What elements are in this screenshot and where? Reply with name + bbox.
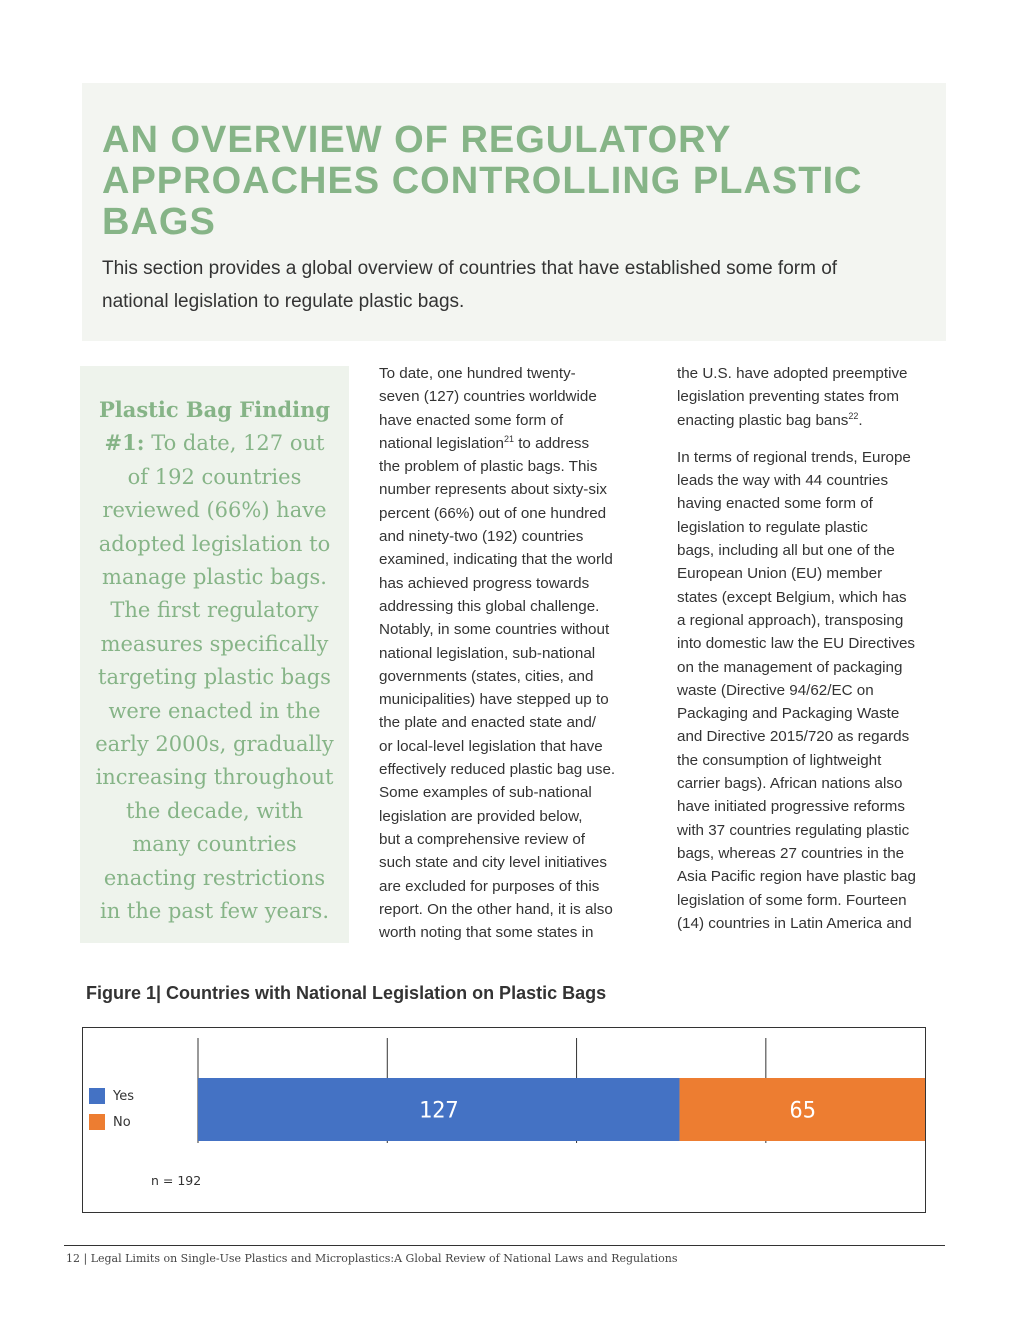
finding-line: were enacted in the: [108, 698, 321, 723]
finding-callout: [80, 393, 349, 929]
body-line: have initiated progressive reforms: [677, 798, 905, 816]
body-line: carrier bags). African nations also: [677, 775, 903, 793]
finding-line: of 192 countries: [127, 464, 302, 489]
body-line: governments (states, cities, and: [379, 667, 594, 685]
body-line: has achieved progress towards: [379, 574, 590, 592]
body-line: the plate and enacted state and/: [379, 714, 597, 732]
body-line: municipalities) have stepped up to: [379, 691, 609, 709]
finding-line: targeting plastic bags: [98, 665, 331, 690]
title-line: AN OVERVIEW OF REGULATORY: [102, 119, 732, 161]
body-line: are excluded for purposes of this: [379, 877, 600, 895]
body-line: the problem of plastic bags. This: [379, 458, 598, 476]
intro-line: national legislation to regulate plastic bags.: [102, 291, 465, 312]
data-label-no: 65: [789, 1098, 817, 1124]
body-line: national legislation, sub-national: [379, 644, 596, 662]
body-column-2: [677, 362, 945, 935]
finding-line: enacting restrictions: [103, 865, 326, 890]
legend-label: Yes: [113, 1088, 134, 1104]
body-line-text: to address: [513, 434, 590, 452]
body-line: Asia Pacific region have plastic bag: [677, 868, 916, 886]
body-line: Notably, in some countries without: [379, 621, 610, 639]
body-line: states (except Belgium, which has: [677, 588, 907, 606]
footnote-ref: 21: [503, 433, 514, 444]
body-line: European Union (EU) member: [677, 565, 883, 583]
title-line: BAGS: [102, 201, 216, 243]
body-line: bags, whereas 27 countries in the: [677, 844, 905, 862]
page-footer: 12 | Legal Limits on Single-Use Plastics and Microplastics:A Global Review of National Laws and Regulations: [66, 1252, 678, 1265]
body-line: but a comprehensive review of: [379, 830, 585, 848]
finding-line: many countries: [132, 832, 297, 857]
stacked-bar-chart: [83, 1028, 925, 1212]
data-label-yes: 127: [418, 1098, 459, 1124]
body-line: legislation are provided below,: [379, 807, 583, 825]
finding-line: manage plastic bags.: [102, 565, 327, 590]
finding-line-rest: To date, 127 out: [144, 431, 325, 456]
body-line: number represents about sixty-six: [379, 481, 607, 499]
paragraph-gap: [677, 432, 945, 446]
title-line: APPROACHES CONTROLLING PLASTIC: [102, 160, 863, 202]
body-line: addressing this global challenge.: [379, 597, 600, 615]
footnote-ref: 22: [848, 410, 859, 421]
body-line: effectively reduced plastic bag use.: [379, 761, 616, 779]
body-line: with 37 countries regulating plastic: [677, 821, 910, 839]
body-line: on the management of packaging: [677, 658, 903, 676]
body-line: bags, including all but one of the: [677, 542, 895, 560]
finding-number: #1:: [104, 430, 145, 456]
body-column-1: [379, 362, 647, 944]
body-line: examined, indicating that the world: [379, 551, 613, 569]
body-line: [379, 432, 647, 455]
body-line: or local-level legislation that have: [379, 737, 603, 755]
section-intro: [102, 252, 922, 318]
finding-line: the decade, with: [125, 798, 304, 823]
body-line: seven (127) countries worldwide: [379, 388, 597, 406]
body-line: into domestic law the EU Directives: [677, 635, 916, 653]
finding-line: in the past few years.: [100, 899, 329, 924]
body-line: such state and city level initiatives: [379, 854, 607, 872]
finding-line: early 2000s, gradually: [95, 732, 334, 757]
body-line: [677, 409, 945, 432]
finding-line: increasing throughout: [95, 765, 334, 790]
body-line: worth noting that some states in: [379, 924, 594, 942]
body-line: leads the way with 44 countries: [677, 472, 889, 490]
finding-line: reviewed (66%) have: [102, 498, 327, 523]
body-line: legislation to regulate plastic: [677, 518, 868, 536]
body-line: legislation of some form. Fourteen: [677, 891, 907, 909]
finding-line: The first regulatory: [110, 598, 319, 623]
body-line: a regional approach), transposing: [677, 611, 904, 629]
body-line-text: national legislation: [379, 434, 504, 452]
body-line: To date, one hundred twenty-: [379, 365, 576, 382]
body-line: and ninety-two (192) countries: [379, 528, 584, 546]
finding-line: adopted legislation to: [98, 531, 331, 556]
footer-divider: [64, 1245, 945, 1246]
legend-label: No: [113, 1114, 131, 1130]
finding-heading: Plastic Bag Finding: [98, 397, 331, 422]
body-line: waste (Directive 94/62/EC on: [677, 681, 874, 699]
body-line: have enacted some form of: [379, 411, 564, 429]
body-line: Some examples of sub-national: [379, 784, 592, 802]
body-line: report. On the other hand, it is also: [379, 900, 613, 918]
body-line-text: enacting plastic bag bans: [677, 411, 849, 429]
figure-title: Figure 1| Countries with National Legislation on Plastic Bags: [86, 983, 607, 1003]
intro-line: This section provides a global overview of countries that have established some form of: [102, 258, 838, 279]
body-line: having enacted some form of: [677, 495, 873, 513]
body-line: (14) countries in Latin America and: [677, 914, 912, 932]
section-title: [102, 120, 902, 243]
body-line: and Directive 2015/720 as regards: [677, 728, 910, 746]
body-line: percent (66%) out of one hundred: [379, 504, 607, 522]
body-line: the consumption of lightweight: [677, 751, 882, 769]
body-line-text: .: [858, 411, 863, 429]
finding-line: measures specifically: [100, 631, 329, 656]
body-line: the U.S. have adopted preemptive: [677, 365, 908, 382]
sample-size-label: n = 192: [151, 1173, 202, 1188]
body-line: legislation preventing states from: [677, 388, 900, 406]
body-line: In terms of regional trends, Europe: [677, 448, 911, 466]
finding-line: [80, 426, 349, 460]
figure-chart-frame: [82, 1027, 926, 1213]
body-line: Packaging and Packaging Waste: [677, 705, 900, 723]
